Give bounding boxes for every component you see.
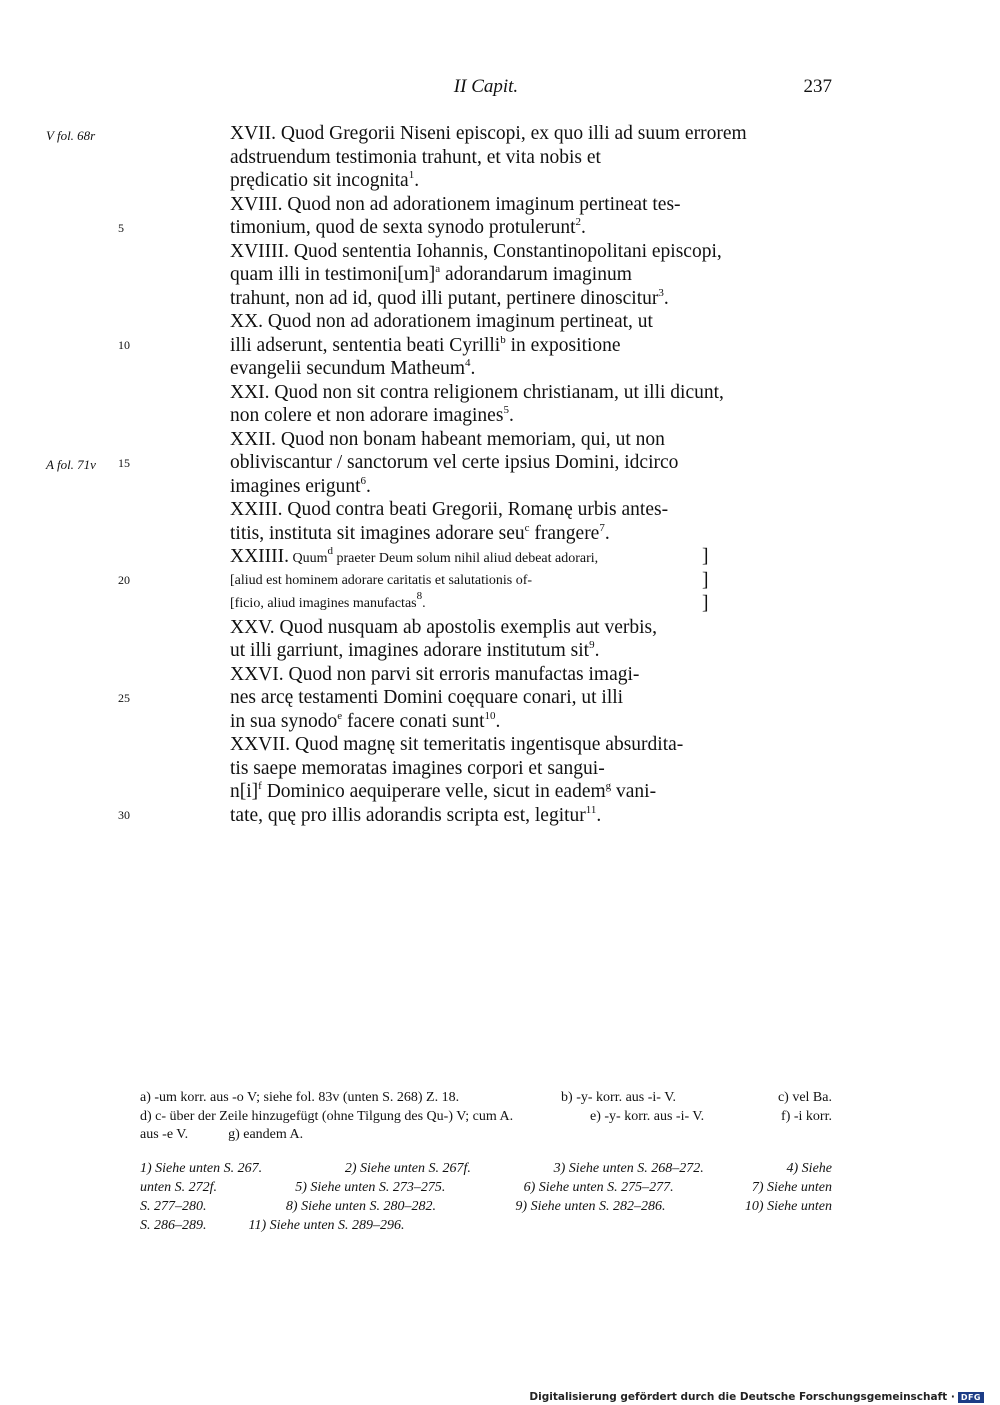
text-line: $n[i]^f$ Dominico aequiperare velle, sicut in eadem$^g$ vani- — [230, 780, 657, 802]
line-number: 30 — [118, 808, 130, 822]
footnote: 2) Siehe unten S. 267f. — [344, 1161, 471, 1176]
text-line: XVIII. Quod non ad adorationem imaginum pertineat tes- — [230, 193, 681, 215]
closing-bracket: ] — [702, 593, 709, 614]
apparatus-entry: c) vel Ba. — [777, 1090, 832, 1105]
text-line: XXV. Quod nusquam ab apostolis exemplis aut verbis, — [230, 616, 657, 638]
text-line: evangelii secundum Matheum$^4$. — [230, 357, 476, 379]
footnote: 3) Siehe unten S. 268–272. — [553, 1161, 704, 1176]
footnote: 8) Siehe unten S. 280–282. — [285, 1199, 436, 1214]
footnote-ref: 11 — [585, 803, 597, 816]
footnote-row — [140, 1216, 832, 1235]
text-line: [aliud est hominem adorare caritatis et salutationis of- ] — [230, 569, 709, 591]
footnote: S. 286–289. — [140, 1218, 207, 1233]
apparatus-ref: d — [327, 545, 334, 557]
footnote-ref: 10 — [484, 709, 496, 722]
text-line: XXIIII. Quum$^d$ praeter Deum solum nihil aliud debeat adorari, ] — [230, 545, 709, 567]
text-line: timonium, quod de sexta synodo protulerunt$^2$. — [230, 216, 586, 238]
text-line: nes arcę testamenti Domini coęquare conari, ut illi — [230, 687, 624, 708]
apparatus-entry: d) c- über der Zeile hinzugefügt (ohne Tilgung des Qu-) V; cum A. — [140, 1108, 514, 1124]
apparatus-entry: g) eandem A. — [228, 1127, 304, 1142]
text-line: ut illi garriunt, imagines adorare institutum sit$^9$. — [230, 639, 600, 661]
footnote-row — [140, 1197, 832, 1216]
dfg-logo-icon: DFG — [958, 1392, 984, 1403]
apparatus-entry: a) -um korr. aus -o V; siehe fol. 83v (unten S. 268) Z. 18. — [140, 1090, 460, 1105]
text-line: XXI. Quod non sit contra religionem christianam, ut illi dicunt, — [230, 381, 724, 403]
closing-bracket: ] — [702, 569, 709, 591]
footnote: S. 277–280. — [140, 1199, 207, 1214]
text-line: tate, quę pro illis adorandis scripta est, legitur$^{11}$. — [230, 803, 602, 826]
text-line: prędicatio sit incognita$^1$. — [230, 169, 420, 191]
text-line: XVII. Quod Gregorii Niseni episcopi, ex quo illi ad suum errorem — [230, 123, 747, 144]
text-line: quam illi in testimoni[um]$^a$ adorandarum imaginum — [230, 263, 632, 285]
apparatus-ref: b — [500, 333, 506, 346]
footnote: 11) Siehe unten S. 289–296. — [248, 1218, 405, 1233]
footnote-ref: 6 — [360, 474, 367, 487]
apparatus-entry: e) -y- korr. aus -i- V. — [590, 1108, 705, 1124]
running-header — [140, 76, 832, 102]
page-number: 237 — [803, 76, 832, 97]
footnote-ref: 8 — [416, 590, 423, 602]
text-line: imagines erigunt$^6$. — [230, 474, 371, 497]
footnote-ref: 7 — [599, 521, 605, 534]
footnotes — [140, 1159, 832, 1235]
line-number: 15 — [118, 456, 130, 470]
footnote-ref: 2 — [575, 216, 582, 228]
apparatus-entry: b) -y- korr. aus -i- V. — [561, 1090, 677, 1105]
footnote: 1) Siehe unten S. 267. — [140, 1161, 263, 1176]
apparatus-ref: e — [337, 709, 343, 722]
text-line: titis, instituta sit imagines adorare seu$^c$ frangere$^7$. — [230, 521, 610, 544]
credit-text: Digitalisierung gefördert durch die Deutsche Forschungsgemeinschaft · — [529, 1391, 955, 1403]
text-line: XXVI. Quod non parvi sit erroris manufactas imagi- — [230, 663, 640, 685]
text-line: XXIII. Quod contra beati Gregorii, Romanę urbis antes- — [230, 499, 669, 520]
text-line: illi adserunt, sententia beati Cyrilli$^b$ in expositione — [230, 333, 621, 356]
footnote: 5) Siehe unten S. 273–275. — [295, 1180, 446, 1195]
margin-note-folio: V fol. 68r — [46, 128, 96, 143]
text-line: XXII. Quod non bonam habeant memoriam, qui, ut non — [230, 428, 665, 450]
margin-note-folio: A fol. 71v — [46, 457, 96, 472]
footnote: 10) Siehe unten — [744, 1199, 832, 1214]
footnote-ref: 3 — [658, 286, 664, 299]
text-line: non colere et non adorare imagines$^5$. — [230, 404, 514, 426]
apparatus-row — [140, 1108, 832, 1127]
text-line: in sua synodo$^e$ facere conati sunt$^{10}$. — [230, 709, 501, 732]
text-line: XXVII. Quod magnę sit temeritatis ingentisque absurdita- — [230, 734, 684, 755]
footnote-ref: 9 — [589, 639, 595, 651]
apparatus-ref: f — [258, 780, 262, 792]
footnote-ref: 4 — [465, 357, 471, 369]
line-number: 5 — [118, 221, 124, 235]
text-line: tis saepe memoratas imagines corpori et sangui- — [230, 757, 605, 779]
apparatus-ref: c — [524, 521, 530, 534]
apparatus-ref: g — [605, 780, 612, 792]
text-line: [ficio, aliud imagines manufactas$^8$. ] — [230, 590, 709, 614]
text-line: obliviscantur / sanctorum vel certe ipsius Domini, idcirco — [230, 452, 679, 473]
footnote: unten S. 272f. — [140, 1180, 217, 1195]
critical-apparatus — [140, 1089, 832, 1145]
running-title: II Capit. — [453, 76, 519, 97]
text-line: adstruendum testimonia trahunt, et vita nobis et — [230, 146, 601, 168]
apparatus-row — [140, 1126, 832, 1145]
text-line: XX. Quod non ad adorationem imaginum pertineat, ut — [230, 311, 653, 332]
text-line: XVIIII. Quod sententia Iohannis, Constantinopolitani episcopi, — [230, 240, 722, 262]
footnote-ref: 1 — [408, 169, 415, 181]
footnote: 4) Siehe — [786, 1161, 832, 1176]
apparatus-row — [140, 1089, 832, 1108]
closing-bracket: ] — [702, 546, 709, 567]
footnote: 9) Siehe unten S. 282–286. — [515, 1199, 666, 1214]
text-line: trahunt, non ad id, quod illi putant, pertinere dinoscitur$^3$. — [230, 286, 669, 309]
footnote-row — [140, 1159, 832, 1178]
digitization-credit — [529, 1391, 984, 1403]
footnote-ref: 5 — [503, 404, 509, 416]
line-number: 25 — [118, 691, 130, 705]
apparatus-ref: a — [435, 263, 441, 275]
apparatus-entry: aus -e V. — [140, 1127, 189, 1142]
apparatus-entry: f) -i korr. — [781, 1108, 832, 1124]
line-number: 10 — [118, 338, 130, 352]
line-number: 20 — [118, 573, 130, 587]
footnote-row — [140, 1178, 832, 1197]
footnote: 7) Siehe unten — [751, 1180, 832, 1195]
main-text — [230, 122, 820, 827]
footnote: 6) Siehe unten S. 275–277. — [523, 1180, 674, 1195]
